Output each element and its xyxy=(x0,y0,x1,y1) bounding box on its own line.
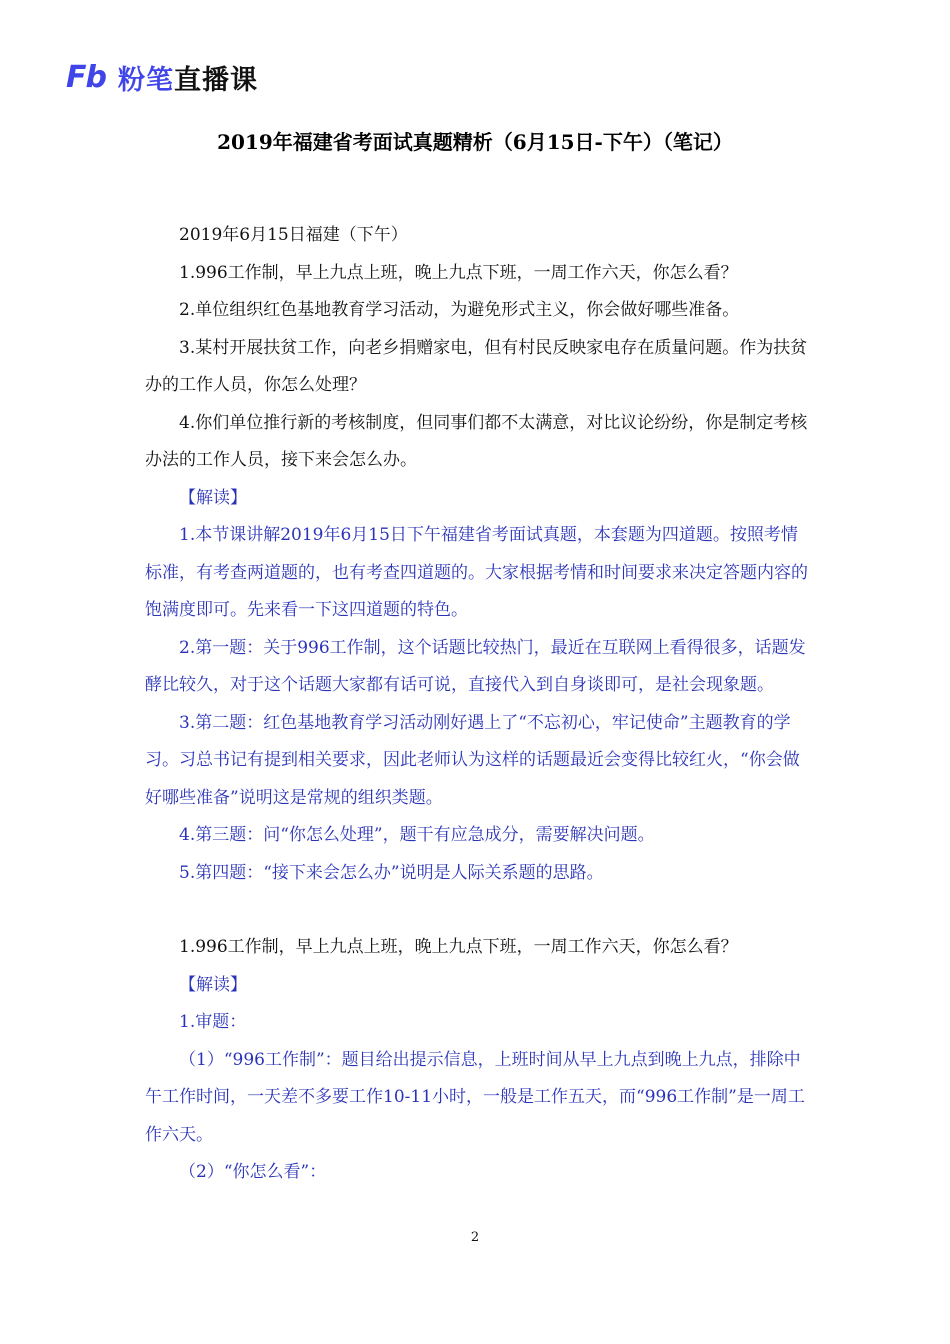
section-spacer xyxy=(145,892,810,929)
brand-logo xyxy=(66,58,258,97)
section2-point-1: （1）“996工作制”：题目给出提示信息，上班时间从早上九点到晚上九点，排除中午工作时间，一天差不多要工作10-11小时，一般是工作五天，而“996工作制”是一周工作六天。 xyxy=(145,1049,805,1145)
question-2: 2.单位组织红色基地教育学习活动，为避免形式主义，你会做好哪些准备。 xyxy=(179,300,740,320)
analysis-paragraph-4: 4.第三题：问“你怎么处理”，题干有应急成分，需要解决问题。 xyxy=(179,825,655,845)
analysis-paragraph-3: 3.第二题：红色基地教育学习活动刚好遇上了“不忘初心，牢记使命”主题教育的学习。习总书记有提到相关要求，因此老师认为这样的话题最近会变得比较红火，“你会做好哪些准备”说明这是常规的组织类题。 xyxy=(145,712,800,808)
logo-mark: Fb xyxy=(66,60,106,95)
section2-question: 1.996工作制，早上九点上班，晚上九点下班，一周工作六天，你怎么看？ xyxy=(179,937,738,957)
question-4: 4.你们单位推行新的考核制度，但同事们都不太满意，对比议论纷纷，你是制定考核办法的工作人员，接下来会怎么办。 xyxy=(145,412,808,470)
analysis-paragraph-5: 5.第四题：“接下来会怎么办”说明是人际关系题的思路。 xyxy=(179,862,604,883)
date-line: 2019年6月15日福建（下午） xyxy=(179,225,408,245)
analysis-paragraph-1: 1.本节课讲解2019年6月15日下午福建省考面试真题，本套题为四道题。按照考情标准，有考查两道题的，也有考查四道题的。大家根据考情和时间要求来决定答题内容的饱满度即可。先来看一下这四道题的特色。 xyxy=(145,525,808,620)
logo-brand: 粉笔 xyxy=(117,65,174,96)
question-1: 1.996工作制，早上九点上班，晚上九点下班，一周工作六天，你怎么看？ xyxy=(179,262,738,283)
question-3: 3.某村开展扶贫工作，向老乡捐赠家电，但有村民反映家电存在质量问题。作为扶贫办的工作人员，你怎么处理？ xyxy=(145,337,808,395)
logo-text xyxy=(118,58,258,97)
analysis-heading: 【解读】 xyxy=(179,487,247,508)
document-title: 2019年福建省考面试真题精析（6月15日-下午）（笔记） xyxy=(217,130,733,154)
section2-analysis-heading: 【解读】 xyxy=(179,974,247,995)
section2-step: 1.审题： xyxy=(179,1012,247,1032)
page-number: 2 xyxy=(470,1230,480,1245)
section2-point-2: （2）“你怎么看”： xyxy=(179,1162,327,1182)
analysis-paragraph-2: 2.第一题：关于996工作制，这个话题比较热门，最近在互联网上看得很多，话题发酵比较久，对于这个话题大家都有话可说，直接代入到自身谈即可，是社会现象题。 xyxy=(145,637,806,695)
logo-suffix: 直播课 xyxy=(173,65,258,96)
document-body xyxy=(145,217,810,1192)
